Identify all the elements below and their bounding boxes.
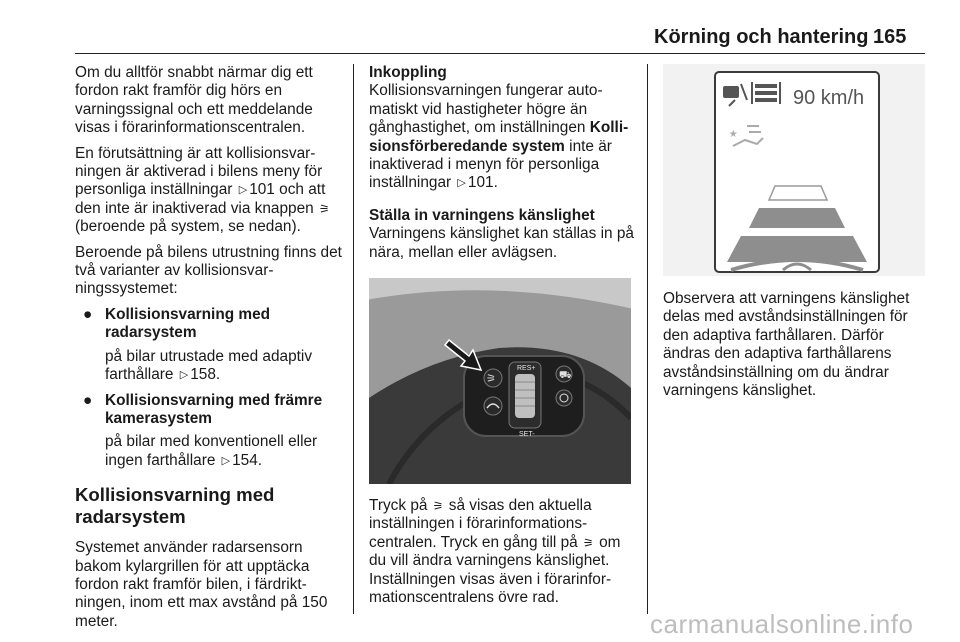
paragraph: Systemet använder radarsensorn bakom kylargrillen för att upptäcka fordon rakt framför bilen, i färdrikt-ningen, inom ett max avstånd på 150 meter. [75, 539, 328, 630]
section-title: Körning och hantering [654, 26, 869, 48]
subheading: Kollisionsvarning med radarsystem [75, 484, 275, 528]
column-divider [353, 64, 354, 614]
subheading: Inkoppling [369, 64, 447, 81]
svg-text:⚞: ⚞ [486, 372, 496, 385]
paragraph: Tryck på ⚞ så visas den aktuella inställningen i förarinformations-centralen. Tryck en gång till på ⚞ om du vill ändra varningens känslighet. Inställningen visas även i förarinfor-mationscentralens övre rad. [369, 497, 621, 607]
list-item-text: på bilar utrustade med adaptiv farthållare ▷ 158. [105, 347, 313, 384]
list-item-text: på bilar med konventionell eller ingen farthållare ▷ 154. [105, 433, 318, 469]
page-reference-icon: ▷ [179, 369, 189, 382]
display-speed: 90 km/h [793, 87, 865, 109]
bullet-icon: ● [83, 305, 93, 323]
following-distance-button-icon [484, 369, 502, 387]
driver-display-figure [663, 64, 925, 276]
following-distance-icon: ⚞ [432, 499, 444, 513]
svg-text:⋆: ⋆ [727, 121, 740, 145]
column-middle [369, 64, 639, 262]
lane-keep-button-icon [556, 366, 572, 382]
steering-wheel-figure [369, 278, 631, 484]
page-reference-icon: ▷ [221, 454, 231, 467]
paragraph: Om du alltför snabbt närmar dig ett fordon rakt framför dig hörs en varningssignal och ett meddelande visas i förarinformationscentralen. [75, 64, 313, 137]
page-reference-icon: ▷ [238, 184, 248, 197]
following-distance-icon: ⚞ [319, 201, 330, 216]
subheading: Ställa in varningens känslighet [369, 206, 595, 224]
paragraph: Observera att varningens känslighet delas med avståndsinställningen för den adaptiva farthållaren. Därför ändras den adaptiva farthållarens avståndsinställning om du ändrar varningens känslighet. [663, 290, 910, 400]
speed-limiter-button-icon [556, 390, 572, 406]
following-distance-bars-icon [751, 82, 781, 104]
column-middle-lower [369, 497, 639, 607]
paragraph: En förutsättning är att kollisionsvar-ningen är aktiverad i bilens meny för personliga inställningar ▷ 101 och att den inte är inaktiverad via knappen ⚞ (beroende på system, se nedan). [75, 144, 330, 236]
thumbwheel-icon [515, 374, 535, 418]
list-item-title: Kollisionsvarning med främre kamerasystem [105, 391, 323, 427]
set-label: SET- [519, 431, 535, 438]
column-left [75, 64, 347, 631]
watermark: carmanualsonline.info [650, 609, 914, 639]
column-divider [647, 64, 648, 614]
paragraph: Beroende på bilens utrustning finns det två varianter av kollisionsvar-ningssystemet: [75, 243, 342, 298]
cruise-cancel-button-icon [484, 397, 502, 415]
list-item-title: Kollisionsvarning med radarsystem [105, 305, 271, 342]
list-item [75, 306, 347, 385]
list-item [75, 392, 347, 471]
header-rule [75, 53, 925, 54]
res-label: RES+ [517, 365, 536, 372]
column-right [663, 290, 931, 400]
page-reference-icon: ▷ [457, 177, 466, 190]
paragraph: Kollisionsvarningen fungerar auto-matiskt vid hastigheter högre än gånghastighet, om inställningen Kolli-sionsförberedande system inte är inaktiverad i menyn för personliga inställningar ▷ 101. [369, 82, 629, 192]
svg-text:⛟: ⛟ [559, 370, 572, 381]
page-number: 165 [873, 26, 907, 48]
paragraph: Varningens känslighet kan ställas in på nära, mellan eller avlägsen. [369, 225, 634, 261]
following-distance-icon: ⚞ [583, 535, 594, 550]
bullet-icon: ● [83, 391, 93, 409]
